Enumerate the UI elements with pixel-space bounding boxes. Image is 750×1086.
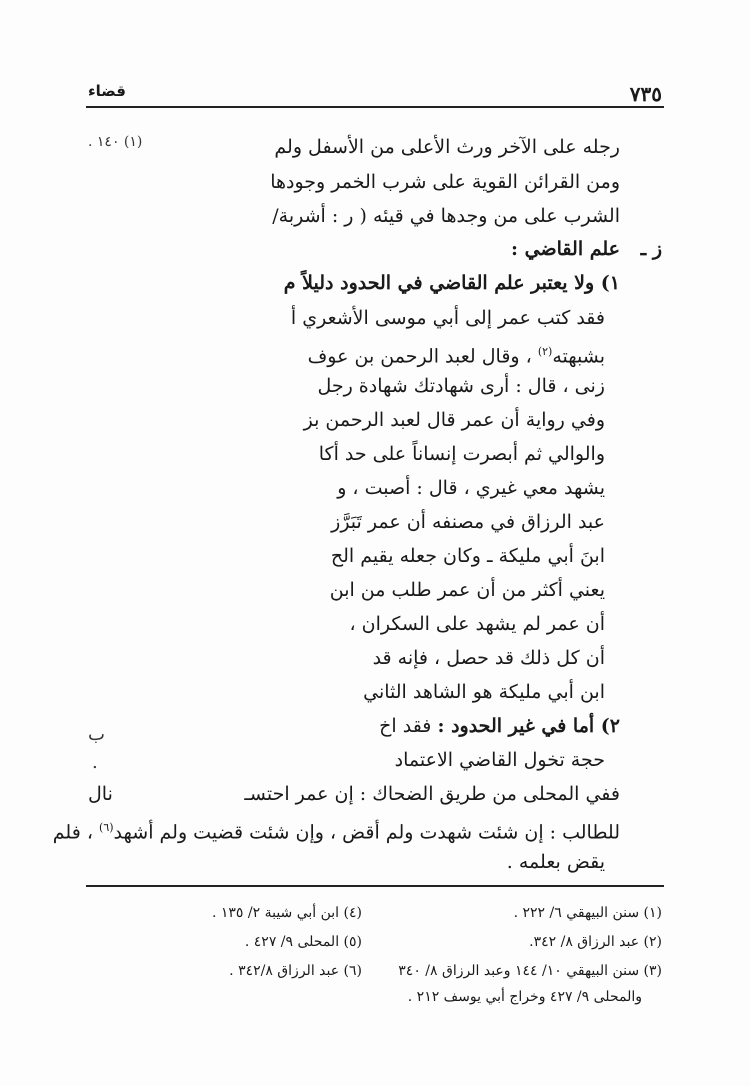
body-line-22: يقض بعلمه .	[506, 851, 605, 873]
page-number: ٧٣٥	[629, 82, 662, 106]
section-marker: ز ـ	[640, 238, 662, 260]
body-line-9: وفي رواية أن عمر قال لعبد الرحمن بز	[303, 409, 605, 431]
footnote-4: (٤) ابن أبي شيبة ٢/ ١٣٥ .	[211, 905, 362, 921]
body-line-16: أن كل ذلك قد حصل ، فإنه قد	[372, 647, 605, 669]
body-line-18	[379, 711, 620, 741]
footnote-2: (٢) عبد الرزاق ٨/ ٣٤٢.	[529, 934, 662, 950]
subsection-heading: ٢) أما في غير الحدود :	[437, 715, 620, 737]
body-line-12: عبد الرزاق في مصنفه أن عمر تَبَرَّز	[331, 511, 605, 533]
body-line-11: يشهد معي غيري ، قال : أصبت ، و	[337, 477, 605, 499]
footnote-ref-2[interactable]: (٢)	[537, 345, 553, 358]
section-heading: علم القاضي :	[511, 238, 620, 260]
margin-mark-ba: ب	[88, 724, 105, 745]
body-line-18-cont: فقد اخ	[379, 715, 432, 737]
body-line-19: حجة تخول القاضي الاعتماد	[394, 749, 605, 771]
body-line-13: ابنَ أبي مليكة ـ وكان جعله يقيم الح	[330, 545, 605, 567]
body-line-20: ففي المحلى من طريق الضحاك : إن عمر احتسـ	[244, 783, 620, 805]
body-line-14: يعني أكثر من أن عمر طلب من ابن	[329, 579, 605, 601]
body-line-8: زنى ، قال : أرى شهادتك شهادة رجل	[317, 375, 605, 397]
footnote-5: (٥) المحلى ٩/ ٤٢٧ .	[244, 934, 362, 950]
body-line-5: ١) ولا يعتبر علم القاضي في الحدود دليلاً م	[283, 272, 620, 294]
margin-note-top: (١) ١٤٠ .	[88, 134, 143, 150]
header-rule	[86, 106, 664, 108]
body-line-10: والوالي ثم أبصرت إنساناً على حد أكا	[318, 443, 605, 465]
body-line-1: رجله على الآخر ورث الأعلى من الأسفل ولم	[274, 136, 620, 158]
body-line-3: الشرب على من وجدها في قيئه ( ر : أشربة/	[272, 205, 620, 227]
margin-mark-dot: .	[92, 752, 98, 773]
body-line-20-left: نال	[88, 783, 113, 805]
body-line-21	[53, 813, 620, 847]
footnote-3: (٣) سنن البيهقي ١٠/ ١٤٤ وعبد الرزاق ٨/ ٣٤٠	[398, 963, 662, 979]
body-line-2: ومن القرائن القوية على شرب الخمر وجودها	[270, 171, 620, 193]
body-line-7-suffix: ، وقال لعبد الرحمن بن عوف	[307, 345, 532, 368]
body-line-17: ابن أبي مليكة هو الشاهد الثاني	[363, 681, 605, 703]
running-header-section: قضاء	[88, 82, 126, 100]
footnote-3-cont: والمحلى ٩/ ٤٢٧ وخراج أبي يوسف ٢١٢ .	[407, 989, 642, 1005]
body-line-21-main: للطالب : إن شئت شهدت ولم أقض ، وإن شئت قضيت ولم أشهد	[113, 821, 620, 844]
footnote-1: (١) سنن البيهقي ٦/ ٢٢٢ .	[513, 905, 662, 921]
body-line-21-suffix: ، فلم	[52, 821, 93, 844]
footnote-6: (٦) عبد الرزاق ٣٤٢/٨ .	[229, 963, 362, 979]
body-line-6: فقد كتب عمر إلى أبي موسى الأشعري أ	[290, 307, 605, 329]
body-line-7	[308, 337, 605, 371]
body-line-7-main: بشبهته	[552, 345, 605, 368]
body-line-15: أن عمر لم يشهد على السكران ،	[349, 613, 605, 635]
footnote-rule	[86, 885, 664, 887]
footnote-ref-6[interactable]: (٦)	[99, 821, 114, 834]
